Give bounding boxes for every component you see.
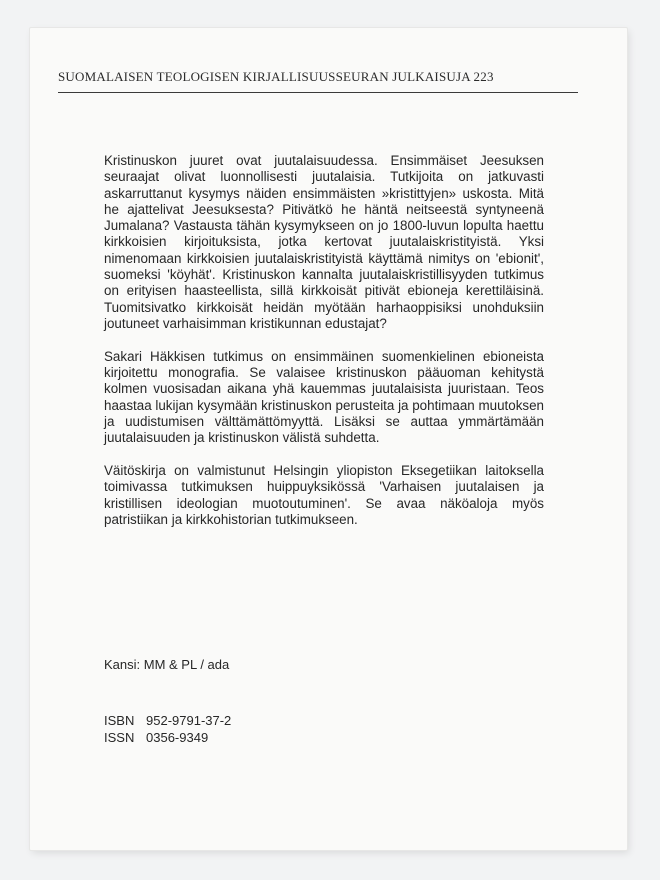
identifiers [104, 712, 231, 746]
blurb-paragraph-3: Väitöskirja on valmistunut Helsingin yliopiston Eksegetiikan laitoksella toimivassa tutkimuksen huippuyksikössä 'Varhaisen juutalaisen ja kristillisen ideologian muotoutuminen'. Se avaa näköaloja myös patristiikan ja kirkkohistorian tutkimukseen. [104, 463, 544, 527]
blurb-text [104, 153, 544, 545]
isbn-label: ISBN [104, 713, 135, 728]
series-divider [58, 92, 578, 93]
series-title: SUOMALAISEN TEOLOGISEN KIRJALLISUUSSEURAN JULKAISUJA 223 [58, 69, 494, 84]
issn-row [104, 729, 231, 746]
blurb-paragraph-1: Kristinuskon juuret ovat juutalaisuudessa. Ensimmäiset Jeesuksen seuraajat olivat luonnollisesti juutalaisia. Tutkijoita on jatkuvasti askarruttanut kysymys näiden ensimmäisten »kristittyjen» uskosta. Mitä he ajattelivat Jeesuksesta? Pitivätkö he häntä neitseestä syntyneenä Jumalana? Vastausta tähän kysymykseen on jo 1800-luvun lopulta haettu kirkkoisien kirjoituksista, jotka kertovat juutalaiskristityistä. Yksi nimenomaan kirkkoisien juutalaiskristityistä käyttämä nimitys on 'ebionit', suomeksi 'köyhät'. Kristinuskon kannalta juutalaiskristillisyyden tutkimus on erityisen haasteellista, sillä kirkkoisät pitivät ebioneja kerettiläisinä. Tuomitsivatko kirkkoisät heidän myötään harhaoppisiksi unohduksiin joutuneet varhaisimman kristikunnan edustajat? [104, 153, 544, 331]
cover-credit: Kansi: MM & PL / ada [104, 657, 230, 672]
issn-label: ISSN [104, 730, 135, 745]
isbn-row [104, 712, 231, 729]
issn-value: 0356-9349 [146, 730, 209, 745]
isbn-value: 952-9791-37-2 [146, 713, 232, 728]
blurb-paragraph-2: Sakari Häkkisen tutkimus on ensimmäinen suomenkielinen ebioneista kirjoitettu monografia. Se valaisee kristinuskon pääuoman kehitystä kolmen vuosisadan aikana yhä kauemmas juutalaisista juuristaan. Teos haastaa lukijan kysymään kristinuskon perusteita ja pohtimaan muutoksen ja uudistumisen välttämättömyyttä. Lisäksi se auttaa ymmärtämään juutalaisuuden ja kristinuskon välistä suhdetta. [104, 348, 544, 446]
